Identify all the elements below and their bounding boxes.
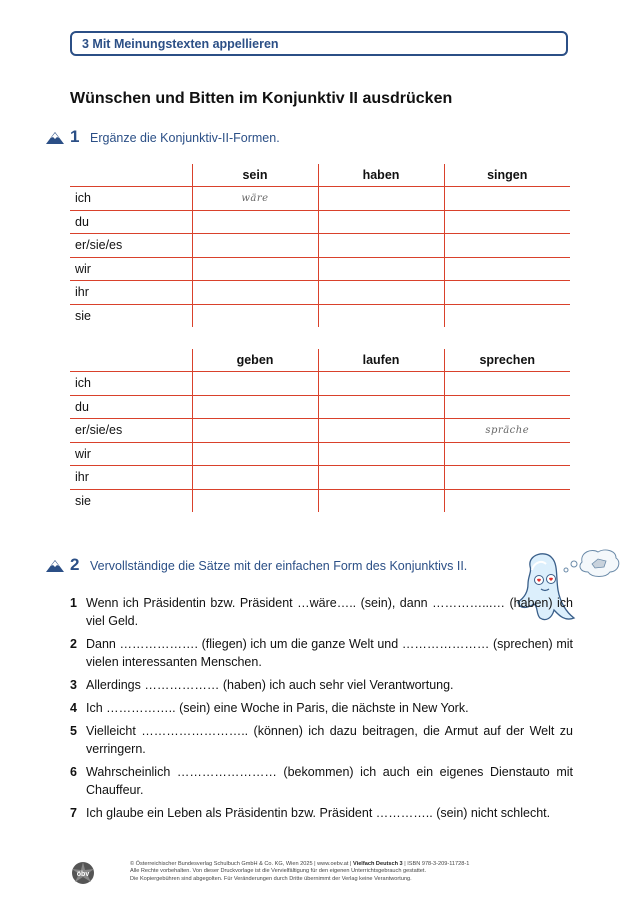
task-2-number: 2 xyxy=(70,555,80,574)
list-item: 6 Wahrscheinlich …………………… (bekommen) ich auch ein eigenes Dienstauto mit Chauffeur. xyxy=(70,765,573,797)
answer-cell[interactable] xyxy=(444,395,570,419)
answer-cell[interactable] xyxy=(444,234,570,258)
publisher-logo xyxy=(70,861,96,885)
conjugation-table-2 xyxy=(70,349,570,512)
answer-cell[interactable] xyxy=(192,372,318,396)
answer-cell[interactable] xyxy=(318,234,444,258)
answer-cell[interactable] xyxy=(444,257,570,281)
answer-cell[interactable] xyxy=(318,419,444,443)
list-item: 1 Wenn ich Präsidentin bzw. Präsident …wäre….. (sein), dann …………...… (haben) ich viel Geld. xyxy=(70,596,573,628)
answer-cell[interactable] xyxy=(444,304,570,327)
pronoun-cell: du xyxy=(70,210,192,234)
answer-cell[interactable] xyxy=(318,489,444,512)
answer-cell[interactable] xyxy=(444,466,570,490)
pronoun-cell: ihr xyxy=(70,466,192,490)
answer-cell[interactable] xyxy=(318,372,444,396)
answer-cell[interactable] xyxy=(192,395,318,419)
answer-cell[interactable] xyxy=(318,257,444,281)
corner-cell xyxy=(70,164,192,187)
pronoun-cell: ihr xyxy=(70,281,192,305)
table-row xyxy=(70,281,570,305)
pronoun-cell: wir xyxy=(70,257,192,281)
verb-header: haben xyxy=(318,164,444,187)
answer-cell[interactable] xyxy=(192,257,318,281)
table-row xyxy=(70,234,570,258)
answer-cell[interactable] xyxy=(192,442,318,466)
mountain-icon xyxy=(46,560,64,572)
pronoun-cell: wir xyxy=(70,442,192,466)
list-item: 7 Ich glaube ein Leben als Präsidentin bzw. Präsident ………….. (sein) nicht schlecht. xyxy=(70,804,573,822)
table-row xyxy=(70,372,570,396)
answer-cell[interactable] xyxy=(318,466,444,490)
pronoun-cell: sie xyxy=(75,493,91,508)
sentence-list xyxy=(70,594,573,827)
answer-cell[interactable] xyxy=(192,489,318,512)
answer-cell[interactable] xyxy=(192,281,318,305)
list-item: 4 Ich …………….. (sein) eine Woche in Paris, die nächste in New York. xyxy=(70,699,573,717)
answer-cell[interactable] xyxy=(192,234,318,258)
table-row xyxy=(70,187,570,211)
mountain-icon xyxy=(46,132,64,144)
chapter-header xyxy=(70,31,568,56)
sentence-text: Wahrscheinlich …………………… (bekommen) ich auch ein eigenes Dienstauto mit Chauffeur. xyxy=(86,765,573,797)
answer-cell[interactable] xyxy=(318,304,444,327)
table-row xyxy=(70,419,570,443)
table-header-row xyxy=(70,349,570,372)
answer-cell[interactable] xyxy=(318,281,444,305)
pronoun-cell: er/sie/es xyxy=(70,419,192,443)
sentence-text: Ich glaube ein Leben als Präsidentin bzw. Präsident ………….. (sein) nicht schlecht. xyxy=(86,806,551,820)
answer-cell[interactable] xyxy=(444,489,570,512)
answer-cell[interactable] xyxy=(444,442,570,466)
answer-cell[interactable] xyxy=(192,187,318,211)
table-row xyxy=(70,210,570,234)
conjugation-table-1 xyxy=(70,164,570,327)
answer-cell[interactable] xyxy=(444,210,570,234)
handwritten-answer: spräche xyxy=(485,424,530,436)
footer-copyright: © Österreichischer Bundesverlag Schulbuch GmbH & Co. KG, Wien 2025 | www.oebv.at | Vielfach Deutsch 3 | ISBN 978-3-209-11728-1 Alle Rechte vorbehalten. Von dieser Druckvorlage ist die Vervielfältigung für den eigenen Unterrichtsgebrauch gestattet. Die Kopiergebühren sind abgegolten. Für Veränderungen durch Dritte übernimmt der Verlag keine Verantwortung. xyxy=(130,861,470,882)
table-row xyxy=(70,257,570,281)
verb-header: sein xyxy=(192,164,318,187)
table-row xyxy=(70,489,570,512)
pronoun-cell: du xyxy=(70,395,192,419)
answer-cell[interactable] xyxy=(318,395,444,419)
pronoun-cell: ich xyxy=(70,187,192,211)
table-row xyxy=(70,395,570,419)
sentence-text: Ich …………….. (sein) eine Woche in Paris, die nächste in New York. xyxy=(86,701,469,715)
verb-header: geben xyxy=(192,349,318,372)
svg-text:öbv: öbv xyxy=(76,871,90,878)
answer-cell[interactable] xyxy=(444,187,570,211)
answer-cell[interactable] xyxy=(192,466,318,490)
list-item: 5 Vielleicht …………………….. (können) ich dazu beitragen, die Armut auf der Welt zu verringern. xyxy=(70,724,573,756)
pronoun-cell: sie xyxy=(75,308,91,323)
list-item: 3 Allerdings ……………… (haben) ich auch sehr viel Verantwortung. xyxy=(70,676,573,694)
chapter-title: 3 Mit Meinungstexten appellieren xyxy=(82,37,279,51)
sentence-text: Vielleicht …………………….. (können) ich dazu beitragen, die Armut auf der Welt zu verringern. xyxy=(86,724,573,756)
sentence-text: Allerdings ……………… (haben) ich auch sehr viel Verantwortung. xyxy=(86,678,454,692)
answer-cell[interactable] xyxy=(192,210,318,234)
answer-cell[interactable] xyxy=(318,442,444,466)
task-1-instruction: Ergänze die Konjunktiv-II-Formen. xyxy=(90,131,280,145)
table-row xyxy=(70,466,570,490)
answer-cell[interactable] xyxy=(318,210,444,234)
table-row xyxy=(70,442,570,466)
pronoun-cell: er/sie/es xyxy=(70,234,192,258)
table-row xyxy=(70,304,570,327)
verb-header: singen xyxy=(444,164,570,187)
corner-cell xyxy=(70,349,192,372)
table-header-row xyxy=(70,164,570,187)
pronoun-cell: ich xyxy=(70,372,192,396)
page-title: Wünschen und Bitten im Konjunktiv II ausdrücken xyxy=(70,90,453,107)
answer-cell[interactable] xyxy=(444,281,570,305)
handwritten-answer: wäre xyxy=(241,192,269,204)
verb-header: sprechen xyxy=(444,349,570,372)
answer-cell[interactable] xyxy=(444,372,570,396)
task-1-number: 1 xyxy=(70,127,80,146)
answer-cell[interactable] xyxy=(444,419,570,443)
list-item: 2 Dann ………………. (fliegen) ich um die ganze Welt und ………………… (sprechen) mit vielen interessanten Menschen. xyxy=(70,637,573,669)
sentence-text: Dann ………………. (fliegen) ich um die ganze Welt und ………………… (sprechen) mit vielen interessanten Menschen. xyxy=(86,637,573,669)
sentence-text: Wenn ich Präsidentin bzw. Präsident …wäre….. (sein), dann …………...… (haben) ich viel Geld. xyxy=(86,596,573,628)
task-2-instruction: Vervollständige die Sätze mit der einfachen Form des Konjunktivs II. xyxy=(90,559,468,573)
verb-header: laufen xyxy=(318,349,444,372)
answer-cell[interactable] xyxy=(318,187,444,211)
answer-cell[interactable] xyxy=(192,304,318,327)
answer-cell[interactable] xyxy=(192,419,318,443)
